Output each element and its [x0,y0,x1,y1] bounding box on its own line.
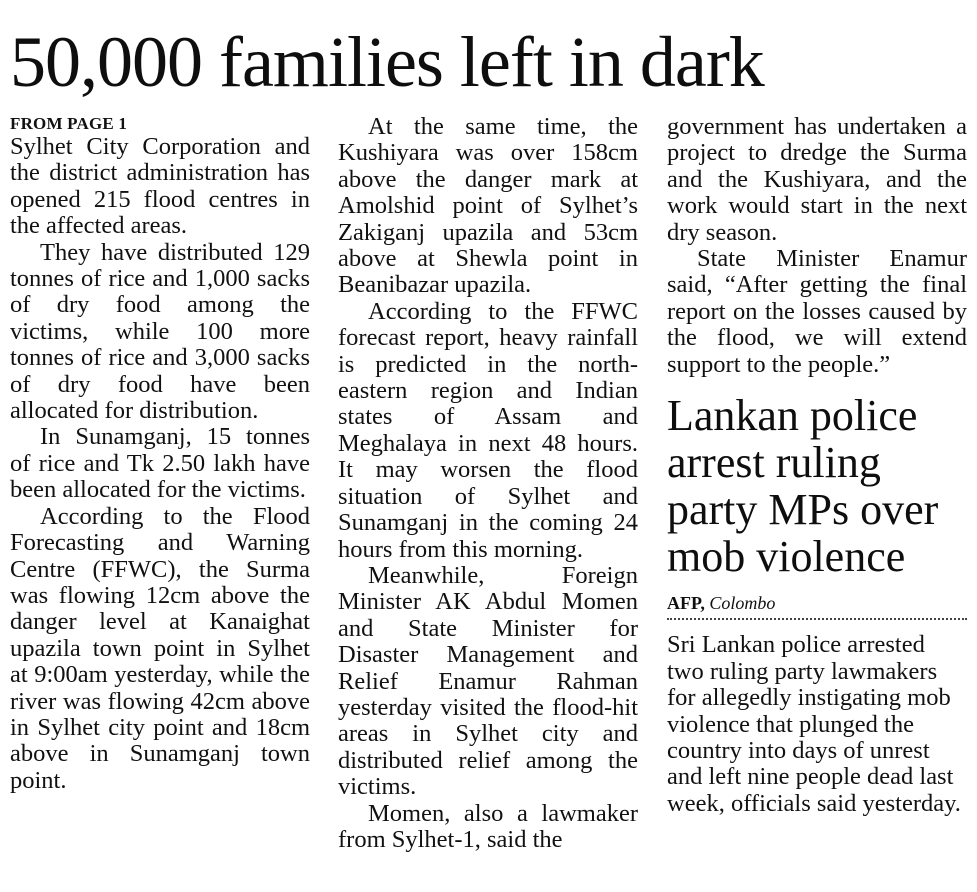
second-story-headline: Lankan police arrest ruling party MPs over mob violence [667,391,939,582]
article-column-1 [10,114,310,794]
article-column-2 [338,114,638,853]
paragraph: Meanwhile, Foreign Minister AK Abdul Momen and State Minister for Disaster Management and Relief Enamur Rahman yesterday visited the flood-hit areas in Sylhet city and distributed relief among the victims. [338,561,638,801]
page-headline: 50,000 families left in dark [10,22,764,102]
paragraph: According to the FFWC forecast report, heavy rainfall is predicted in the north-eastern region and Indian states of Assam and Meghalaya in next 48 hours. It may worsen the flood situation of Sylhet and Sunamganj in the coming 24 hours from this morning. [338,297,638,563]
paragraph: They have distributed 129 tonnes of rice and 1,000 sacks of dry food among the victims, while 100 more tonnes of rice and 3,000 sacks of dry food have been allocated for distribution. [10,238,310,425]
paragraph: In Sunamganj, 15 tonnes of rice and Tk 2.50 lakh have been allocated for the victims. [10,423,310,504]
dotted-divider [667,618,967,620]
byline-agency: AFP, [667,593,705,614]
paragraph: According to the Flood Forecasting and Warning Centre (FFWC), the Surma was flowing 12cm above the danger level at Kanaighat upazila town point in Sylhet at 9:00am yesterday, while the river was flowing 42cm above in Sylhet city point and 18cm above in Sunamganj town point. [10,502,310,794]
continuation-kicker: FROM PAGE 1 [10,114,128,133]
paragraph: government has undertaken a project to dredge the Surma and the Kushiyara, and the work would start in the next dry season. [667,113,967,246]
paragraph: Momen, also a lawmaker from Sylhet-1, said the [338,799,638,853]
paragraph: Sylhet City Corporation and the district administration has opened 215 flood centres in the affected areas. [10,133,310,240]
byline-dateline: Colombo [709,593,776,614]
paragraph: At the same time, the Kushiyara was over 158cm above the danger mark at Amolshid point of Sylhet’s Zakiganj upazila and 53cm above at Shewla point in Beanibazar upazila. [338,113,638,299]
byline [667,592,967,614]
paragraph: State Minister Enamur said, “After getting the final report on the losses caused by the flood, we will extend support to the people.” [667,245,967,378]
article-column-3 [667,114,967,817]
second-story-body: Sri Lankan police arrested two ruling party lawmakers for allegedly instigating mob violence that plunged the country into days of unrest and left nine people dead last week, officials said yesterday. [667,631,961,817]
